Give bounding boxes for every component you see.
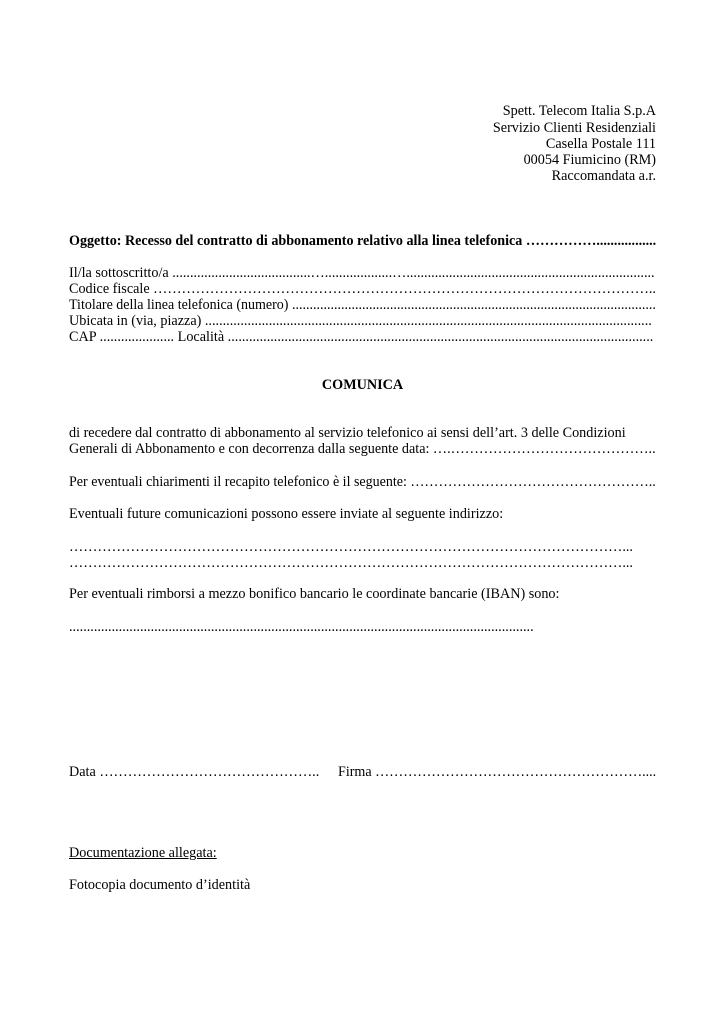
- recipient-line-5: Raccomandata a.r.: [551, 168, 656, 184]
- comunica-heading: COMUNICA: [321, 377, 404, 393]
- comunicazioni-line: Eventuali future comunicazioni possono essere inviate al seguente indirizzo:: [69, 506, 504, 522]
- data-field: Data ………………………………………..: [69, 764, 320, 780]
- recipient-line-4: 00054 Fiumicino (RM): [523, 152, 656, 168]
- recipient-line-3: Casella Postale 111: [545, 136, 656, 152]
- field-ubicata: Ubicata in (via, piazza) ..............................................................................................................................: [69, 313, 652, 329]
- attachments-heading: Documentazione allegata:: [69, 845, 217, 861]
- field-titolare: Titolare della linea telefonica (numero) ........................................................................................................: [69, 297, 656, 313]
- recipient-line-1: Spett. Telecom Italia S.p.A: [502, 103, 656, 119]
- indirizzo-line-2: ………………………………………………………………………………………………………...: [69, 555, 633, 571]
- rimborsi-line: Per eventuali rimborsi a mezzo bonifico bancario le coordinate bancarie (IBAN) sono:: [69, 586, 560, 602]
- recapito-line: Per eventuali chiarimenti il recapito telefonico è il seguente: ……………………………………………..: [69, 474, 656, 490]
- field-sottoscritto: Il/la sottoscritto/a .......................................…...................…......................................................................: [69, 265, 655, 281]
- recipient-line-2: Servizio Clienti Residenziali: [492, 120, 656, 136]
- attachment-item: Fotocopia documento d’identità: [69, 877, 251, 893]
- firma-field: Firma …………………………………………………....: [338, 764, 657, 780]
- iban-line: ...................................................................................................................................: [69, 619, 534, 635]
- recesso-line-2: Generali di Abbonamento e con decorrenza dalla seguente data: ….……………………………………..: [69, 441, 656, 457]
- field-cap-localita: CAP ..................... Località ........................................................................................................................: [69, 329, 654, 345]
- field-codice-fiscale: Codice fiscale ……………………………………………………………………………………………..: [69, 281, 656, 297]
- indirizzo-line-1: ………………………………………………………………………………………………………...: [69, 539, 633, 555]
- subject-line: Oggetto: Recesso del contratto di abbonamento relativo alla linea telefonica …………….................: [69, 233, 657, 249]
- recesso-line-1: di recedere dal contratto di abbonamento al servizio telefonico ai sensi dell’art. 3 delle Condizioni: [69, 425, 626, 441]
